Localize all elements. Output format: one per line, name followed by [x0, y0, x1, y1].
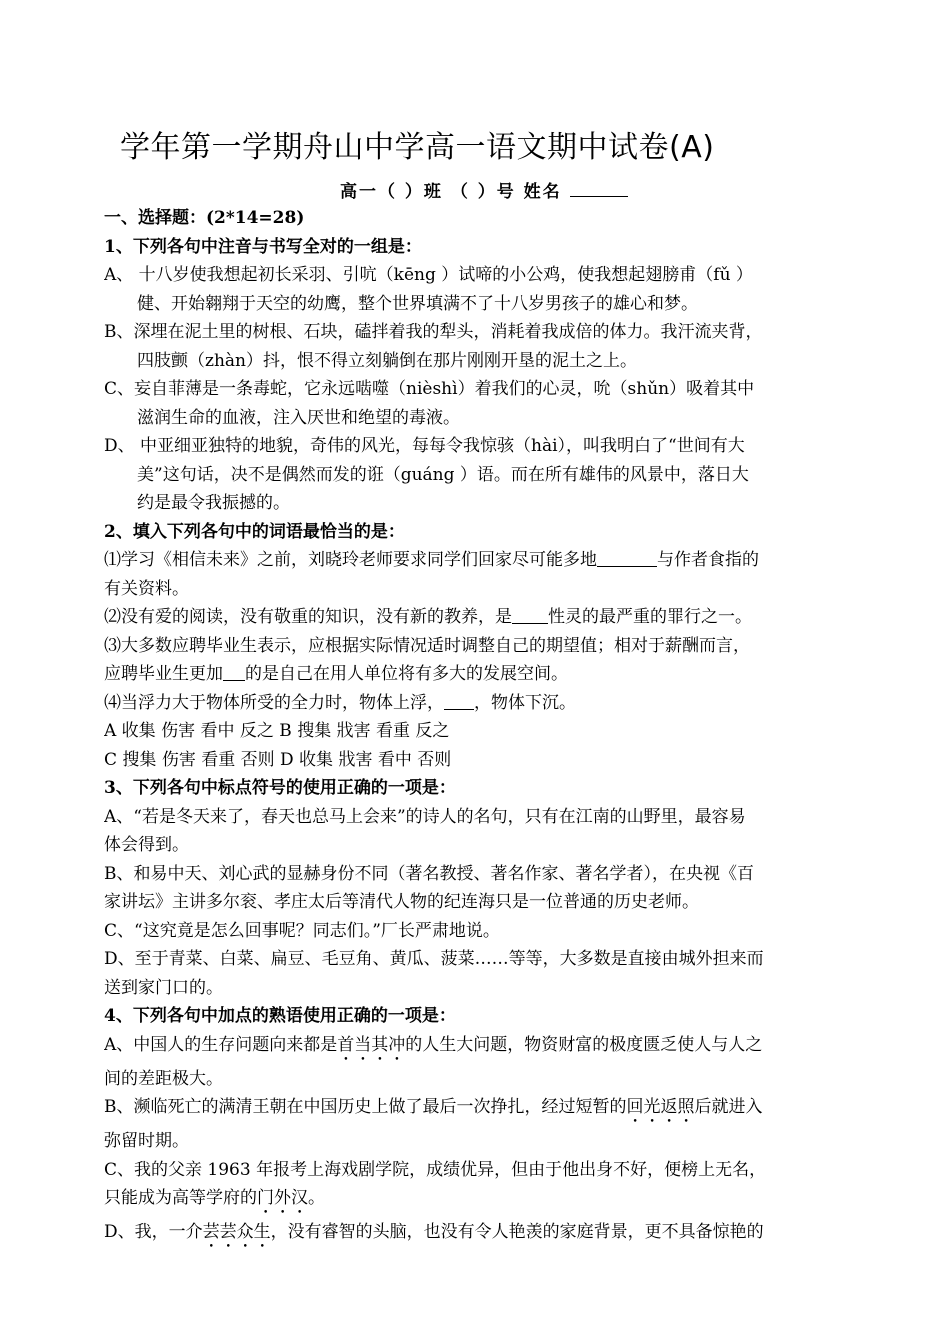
exam-content [104, 204, 848, 1252]
question-2-stem: 2、填入下列各句中的词语最恰当的是： [104, 521, 405, 542]
q4-d-text: D、我，一介 [104, 1222, 203, 1242]
q4-option-a [104, 1031, 848, 1065]
question-1-stem: 1、下列各句中注音与书写全对的一组是： [104, 236, 422, 257]
q2-sentence-1 [104, 546, 848, 575]
q1-option-c: C、妄自菲薄是一条毒蛇，它永远啮噬（nièshì）着我们的心灵，吮（shǔn）吸着其中 [104, 379, 755, 399]
q2-sentence-1-cont: 有关资料。 [104, 578, 189, 599]
q4-b-text: B、濒临死亡的满清王朝在中国历史上做了最后一次挣扎，经过短暂的 [104, 1097, 627, 1117]
q2-sentence-3: ⑶大多数应聘毕业生表示，应根据实际情况适时调整自己的期望值；相对于薪酬而言， [104, 635, 750, 656]
question-4-stem: 4、下列各句中加点的熟语使用正确的一项是： [104, 1006, 456, 1026]
name-blank [570, 182, 628, 197]
q1-option-a: A、 十八岁使我想起初长采羽、引吭（kēng ）试啼的小公鸡，使我想起翅膀甫（fǔ ） [104, 265, 753, 285]
q4-a-text-tail: 的人生大问题，物资财富的极度匮乏使人与人之 [405, 1034, 763, 1055]
dotted-idiom: 芸芸众生 [202, 1222, 271, 1242]
q4-option-b [104, 1093, 848, 1127]
class-info-line [340, 177, 628, 202]
dotted-idiom: 门外汉 [257, 1188, 308, 1208]
q2-s2-text: ⑵没有爱的阅读，没有敬重的知识，没有新的教养，是 [104, 607, 512, 627]
q4-option-a-cont: 间的差距极大。 [104, 1068, 223, 1089]
q2-options-ab: A 收集 伤害 看中 反之 B 搜集 戕害 看重 反之 [104, 721, 450, 741]
section-heading: 一、选择题：(2*14=28) [104, 208, 305, 228]
q3-option-c: C、“这究竟是怎么回事呢？同志们。”厂长严肃地说。 [104, 920, 500, 941]
dotted-idiom: 首当其冲 [337, 1034, 406, 1055]
q1-option-a-cont: 健、开始翱翔于天空的幼鹰，整个世界填满不了十八岁男孩子的雄心和梦。 [137, 293, 698, 314]
q4-c-text: 只能成为高等学府的 [104, 1188, 257, 1208]
q2-s4-text: ⑷当浮力大于物体所受的全力时，物体上浮， [104, 692, 444, 713]
q2-s1-text: ⑴学习《相信未来》之前，刘晓玲老师要求同学们回家尽可能多地 [104, 550, 597, 570]
q2-sentence-4 [104, 689, 848, 718]
q4-option-c-cont [104, 1184, 848, 1218]
q1-option-c-cont: 滋润生命的血液，注入厌世和绝望的毒液。 [137, 407, 460, 428]
q2-s2-text-tail: 性灵的最严重的罪行之一。 [548, 607, 752, 627]
q2-s3-text-tail: 的是自己在用人单位将有多大的发展空间。 [245, 664, 568, 684]
q2-s1-text-tail: 与作者食指的 [657, 550, 759, 570]
q4-option-d [104, 1218, 848, 1252]
fill-blank [444, 693, 474, 710]
q4-d-text-tail: ，没有睿智的头脑，也没有令人艳羡的家庭背景，更不具备惊艳的 [270, 1222, 764, 1242]
q4-c-text-tail: 。 [308, 1188, 325, 1208]
q1-option-b-cont: 四肢颤（zhàn）抖，恨不得立刻躺倒在那片刚刚开垦的泥土之上。 [137, 350, 637, 371]
q3-option-b: B、和易中天、刘心武的显赫身份不同（著名教授、著名作家、著名学者），在央视《百 [104, 863, 754, 884]
fill-blank [512, 607, 548, 624]
fill-blank [223, 664, 245, 681]
fill-blank [597, 550, 657, 567]
q4-a-text: A、中国人的生存问题向来都是 [104, 1034, 338, 1055]
q4-option-b-cont: 弥留时期。 [104, 1131, 189, 1151]
question-3-stem: 3、下列各句中标点符号的使用正确的一项是： [104, 778, 456, 798]
q4-option-c: C、我的父亲 1963 年报考上海戏剧学院，成绩优异，但由于他出身不好，便榜上无名， [104, 1159, 767, 1180]
q2-s4-text-tail: ，物体下沉。 [474, 692, 576, 713]
q2-sentence-2 [104, 603, 848, 632]
q3-option-d-cont: 送到家门口的。 [104, 977, 223, 998]
q1-option-d: D、 中亚细亚独特的地貌，奇伟的风光，每每令我惊骇（hài），叫我明白了“世间有大 [104, 436, 745, 456]
q2-s3-text: 应聘毕业生更加 [104, 664, 223, 684]
q2-sentence-3-cont [104, 660, 848, 689]
q3-option-a-cont: 体会得到。 [104, 835, 189, 855]
q3-option-b-cont: 家讲坛》主讲多尔衮、孝庄太后等清代人物的纪连海只是一位普通的历史老师。 [104, 892, 699, 912]
q1-option-d-cont2: 约是最令我振撼的。 [137, 493, 290, 513]
q2-options-cd: C 搜集 伤害 看重 否则 D 收集 戕害 看中 否则 [104, 749, 452, 770]
q3-option-a: A、“若是冬天来了，春天也总马上会来”的诗人的名句，只有在江南的山野里，最容易 [104, 806, 746, 827]
q1-option-d-cont: 美”这句话，决不是偶然而发的诳（guáng ）语。而在所有雄伟的风景中，落日大 [137, 464, 749, 485]
q1-option-b: B、深埋在泥土里的树根、石块，磕拌着我的犁头，消耗着我成倍的体力。我汗流夹背， [104, 322, 763, 342]
dotted-idiom: 回光返照 [626, 1097, 695, 1117]
exam-title: 学年第一学期舟山中学高一语文期中试卷(A) [120, 130, 715, 165]
q3-option-d: D、至于青菜、白菜、扁豆、毛豆角、黄瓜、菠菜……等等，大多数是直接由城外担来而 [104, 949, 764, 969]
class-info-text: 高一（ ）班 （ ）号 姓名 [340, 182, 562, 202]
q4-b-text-tail: 后就进入 [694, 1097, 763, 1117]
